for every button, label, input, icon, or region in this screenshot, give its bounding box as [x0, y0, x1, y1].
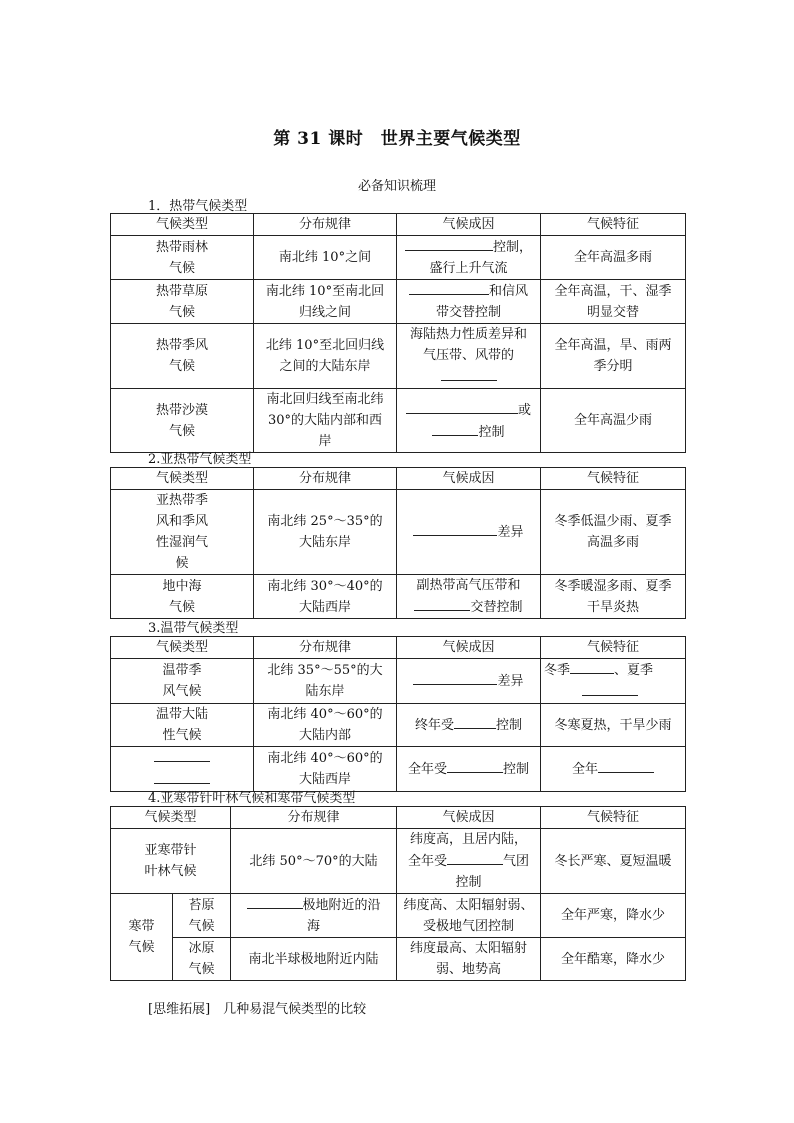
fill-blank[interactable]: [414, 596, 470, 611]
section-subtitle: 必备知识梳理: [357, 179, 436, 194]
header-cell: 分布规律: [254, 214, 397, 236]
fill-blank[interactable]: [405, 236, 493, 251]
header-cell: 气候类型: [111, 214, 254, 236]
fill-blank[interactable]: [598, 758, 654, 773]
section-heading-temperate: 3.温带气候类型: [148, 621, 239, 636]
table-header-row: 气候类型 分布规律 气候成因 气候特征: [111, 807, 686, 829]
fill-blank[interactable]: [570, 659, 614, 674]
table-row: 热带草原 气候 南北纬 10°至南北回 归线之间 和信风 带交替控制 全年高温，干、湿季 明显交替: [111, 280, 686, 324]
table-temperate: [110, 636, 686, 792]
fill-blank[interactable]: [154, 747, 210, 762]
table-row: 热带沙漠 气候 南北回归线至南北纬 30°的大陆内部和西 岸 或 控制 全年高温少雨: [111, 389, 686, 453]
group-cell: 寒带 气候: [111, 894, 173, 981]
page-title: 第 31 课时 世界主要气候类型: [273, 129, 521, 149]
distribution-cell: 南北纬 10°之间: [254, 236, 397, 280]
fill-blank[interactable]: [247, 894, 303, 909]
table-header-row: 气候类型 分布规律 气候成因 气候特征: [111, 468, 686, 490]
cause-cell: 控制， 盛行上升气流: [397, 236, 541, 280]
fill-blank[interactable]: [447, 758, 503, 773]
table-subtropical: [110, 467, 686, 619]
table-row: 热带季风 气候 北纬 10°至北回归线 之间的大陆东岸 海陆热力性质差异和 气压带、风带的 全年高温，旱、雨两 季分明: [111, 324, 686, 389]
header-cell: 气候特征: [541, 214, 686, 236]
section-heading-tropical: 1．热带气候类型: [148, 199, 248, 214]
thinking-extension-heading: [思维拓展] 几种易混气候类型的比较: [148, 1002, 367, 1017]
fill-blank[interactable]: [154, 769, 210, 784]
fill-blank[interactable]: [582, 681, 638, 696]
table-row: 亚寒带针 叶林气候 北纬 50°～70°的大陆 纬度高，且居内陆， 全年受 气团 控制 冬长严寒、夏短温暖: [111, 829, 686, 894]
feature-cell: 全年高温多雨: [541, 236, 686, 280]
fill-blank[interactable]: [413, 521, 497, 536]
fill-blank[interactable]: [406, 399, 518, 414]
table-tropical: [110, 213, 686, 453]
table-row: 冰原 气候 南北半球极地附近内陆 纬度最高、太阳辐射 弱、地势高 全年酷寒，降水少: [111, 938, 686, 981]
table-row: 寒带 气候 苔原 气候 极地附近的沿 海 纬度高、太阳辐射弱、 受极地气团控制 全年严寒，降水少: [111, 894, 686, 938]
climate-type-cell: 热带雨林 气候: [111, 236, 254, 280]
fill-blank[interactable]: [454, 714, 496, 729]
fill-blank[interactable]: [447, 850, 503, 865]
fill-blank[interactable]: [441, 366, 497, 381]
table-row: [111, 236, 686, 280]
table-row: 亚热带季 风和季风 性湿润气 候 南北纬 25°～35°的 大陆东岸 差异 冬季低温少雨、夏季 高温多雨: [111, 490, 686, 575]
fill-blank[interactable]: [432, 421, 478, 436]
section-heading-cold: 4.亚寒带针叶林气候和寒带气候类型: [148, 791, 356, 806]
table-row: 温带大陆 性气候 南北纬 40°～60°的 大陆内部 终年受 控制 冬寒夏热，干旱少雨: [111, 704, 686, 747]
fill-blank[interactable]: [413, 670, 497, 685]
table-header-row: [111, 214, 686, 236]
section-heading-subtropical: 2.亚热带气候类型: [148, 452, 252, 467]
table-row: 温带季 风气候 北纬 35°～55°的大 陆东岸 差异 冬季 、夏季: [111, 659, 686, 704]
table-cold: [110, 806, 686, 981]
header-cell: 气候成因: [397, 214, 541, 236]
fill-blank[interactable]: [409, 280, 489, 295]
table-row: 南北纬 40°～60°的 大陆西岸 全年受 控制 全年: [111, 747, 686, 792]
table-row: 地中海 气候 南北纬 30°～40°的 大陆西岸 副热带高气压带和 交替控制 冬季暖湿多雨、夏季 干旱炎热: [111, 575, 686, 619]
table-header-row: 气候类型 分布规律 气候成因 气候特征: [111, 637, 686, 659]
